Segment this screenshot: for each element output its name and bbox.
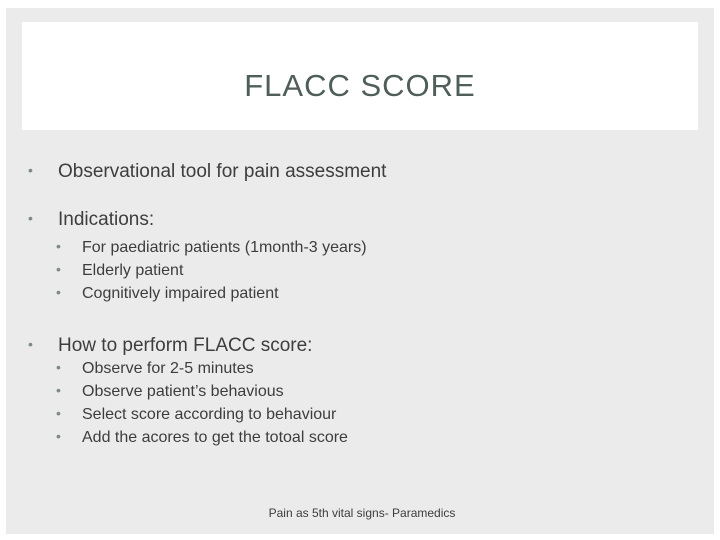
sub-bullet-select-score <box>56 405 336 424</box>
bullet-icon: • <box>56 428 61 444</box>
sub-bullet-text: Elderly patient <box>82 262 184 279</box>
slide-footer: Pain as 5th vital signs- Paramedics <box>268 506 456 520</box>
bullet-icon: • <box>28 336 33 352</box>
sub-bullet-text: Cognitively impaired patient <box>82 285 279 302</box>
bullet-text: Indications: <box>58 209 155 230</box>
bullet-icon: • <box>56 238 61 254</box>
bullet-icon: • <box>28 162 33 178</box>
bullet-icon: • <box>56 261 61 277</box>
bullet-icon: • <box>56 382 61 398</box>
sub-bullet-observe-minutes <box>56 359 254 378</box>
bullet-text: Observational tool for pain assessment <box>58 161 387 182</box>
sub-bullet-text: Add the acores to get the totoal score <box>82 429 348 446</box>
bullet-observational-tool <box>28 161 386 183</box>
sub-bullet-text: Select score according to behaviour <box>82 406 337 423</box>
sub-bullet-text: For paediatric patients (1month-3 years) <box>82 239 367 256</box>
bullet-indications <box>28 209 154 231</box>
sub-bullet-elderly <box>56 261 183 280</box>
bullet-text: How to perform FLACC score: <box>58 335 313 356</box>
sub-bullet-observe-behaviour <box>56 382 284 401</box>
bullet-icon: • <box>56 405 61 421</box>
sub-bullet-add-scores <box>56 428 348 447</box>
bullet-icon: • <box>28 210 33 226</box>
slide <box>6 8 714 534</box>
sub-bullet-text: Observe patient’s behavious <box>82 383 284 400</box>
bullet-icon: • <box>56 284 61 300</box>
bullet-list <box>6 8 714 534</box>
sub-bullet-cognitively-impaired <box>56 284 279 303</box>
sub-bullet-paediatric <box>56 238 367 257</box>
bullet-icon: • <box>56 359 61 375</box>
bullet-how-to-perform <box>28 335 312 357</box>
slide-title: FLACC SCORE <box>244 68 476 103</box>
sub-bullet-text: Observe for 2-5 minutes <box>82 360 254 377</box>
